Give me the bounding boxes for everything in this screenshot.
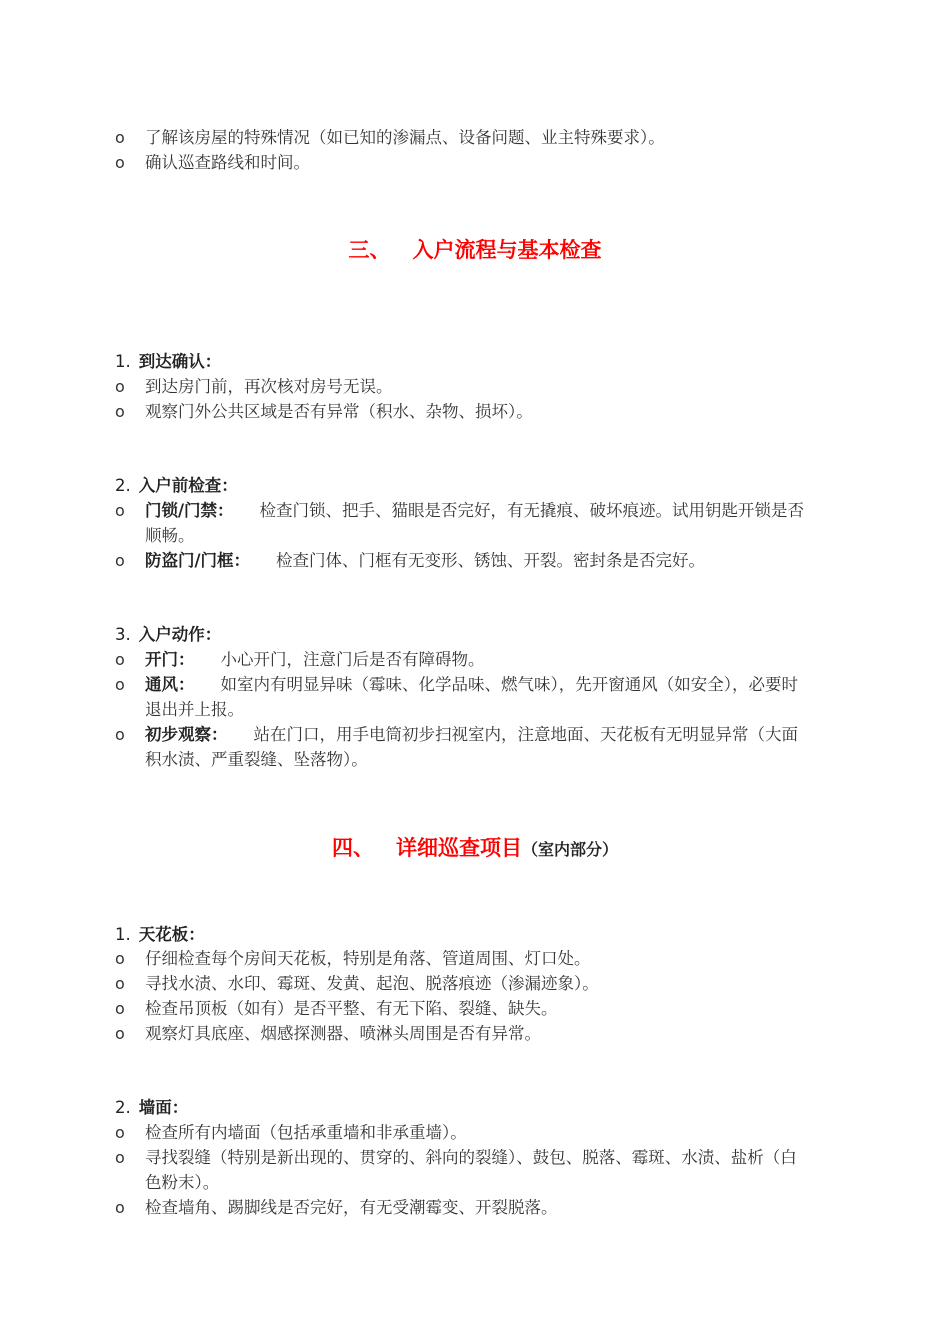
- list-item: 观察门外公共区域是否有异常（积水、杂物、损坏）。: [145, 402, 533, 421]
- subsection-title: 入户前检查：: [138, 476, 238, 495]
- bullet: o: [115, 675, 125, 694]
- item-label: 门锁/门禁：: [145, 501, 234, 520]
- item-text: 检查门锁、把手、猫眼是否完好，有无撬痕、破坏痕迹。试用钥匙开锁是否顺畅。: [145, 501, 805, 545]
- bullet: o: [115, 128, 125, 147]
- list-item: [145, 647, 810, 672]
- bullet: o: [115, 402, 125, 421]
- bullet: o: [115, 377, 125, 396]
- subsection-heading: [115, 1095, 188, 1120]
- bullet: o: [115, 999, 125, 1018]
- item-text: 检查门体、门框有无变形、锈蚀、开裂。密封条是否完好。: [276, 551, 706, 570]
- subsection-number: 2.: [115, 476, 131, 495]
- section-title: 详细巡查项目: [395, 836, 522, 860]
- subsection-heading: [115, 922, 205, 947]
- list-item: [145, 548, 810, 573]
- section-number: 三、: [348, 238, 391, 262]
- list-item: 寻找水渍、水印、霉斑、发黄、起泡、脱落痕迹（渗漏迹象）。: [145, 974, 599, 993]
- list-item: [145, 722, 810, 772]
- item-label: 初步观察：: [145, 725, 228, 744]
- subsection-heading: [115, 473, 238, 498]
- section-note: （室内部分）: [521, 840, 618, 859]
- bullet: o: [115, 949, 125, 968]
- list-item: 仔细检查每个房间天花板，特别是角落、管道周围、灯口处。: [145, 949, 591, 968]
- subsection-title: 天花板：: [138, 925, 205, 944]
- subsection-number: 3.: [115, 625, 131, 644]
- item-text: 如室内有明显异味（霉味、化学品味、燃气味），先开窗通风（如安全），必要时退出并上报。: [145, 675, 798, 719]
- list-item: 观察灯具底座、烟感探测器、喷淋头周围是否有异常。: [145, 1024, 541, 1043]
- subsection-heading: [115, 349, 221, 374]
- section-title: 入户流程与基本检查: [412, 238, 602, 262]
- list-item: 检查所有内墙面（包括承重墙和非承重墙）。: [145, 1123, 467, 1142]
- section-heading-4: [0, 833, 950, 865]
- item-label: 通风：: [145, 675, 195, 694]
- bullet: o: [115, 1024, 125, 1043]
- bullet: o: [115, 551, 125, 570]
- list-item: [145, 498, 810, 548]
- list-item: [145, 672, 810, 722]
- subsection-number: 1.: [115, 352, 131, 371]
- list-item: 检查吊顶板（如有）是否平整、有无下陷、裂缝、缺失。: [145, 999, 558, 1018]
- bullet: o: [115, 1123, 125, 1142]
- bullet: o: [115, 501, 125, 520]
- list-item: 确认巡查路线和时间。: [145, 153, 310, 172]
- bullet: o: [115, 1198, 125, 1217]
- list-item: 寻找裂缝（特别是新出现的、贯穿的、斜向的裂缝）、鼓包、脱落、霉斑、水渍、盐析（白色粉末）。: [145, 1148, 797, 1192]
- bullet: o: [115, 1148, 125, 1167]
- bullet: o: [115, 153, 125, 172]
- list-item: 检查墙角、踢脚线是否完好，有无受潮霉变、开裂脱落。: [145, 1198, 558, 1217]
- item-text: 站在门口，用手电筒初步扫视室内，注意地面、天花板有无明显异常（大面积水渍、严重裂缝、坠落物）。: [145, 725, 798, 769]
- bullet: o: [115, 974, 125, 993]
- item-text: 小心开门，注意门后是否有障碍物。: [220, 650, 485, 669]
- subsection-heading: [115, 622, 221, 647]
- section-heading-3: [0, 235, 950, 265]
- list-item: 到达房门前，再次核对房号无误。: [145, 377, 393, 396]
- bullet: o: [115, 650, 125, 669]
- subsection-title: 墙面：: [138, 1098, 189, 1117]
- bullet: o: [115, 725, 125, 744]
- list-item: 了解该房屋的特殊情况（如已知的渗漏点、设备问题、业主特殊要求）。: [145, 128, 665, 147]
- section-number: 四、: [331, 836, 374, 860]
- item-label: 开门：: [145, 650, 195, 669]
- subsection-number: 1.: [115, 925, 131, 944]
- subsection-number: 2.: [115, 1098, 131, 1117]
- subsection-title: 入户动作：: [138, 625, 222, 644]
- item-label: 防盗门/门框：: [145, 551, 251, 570]
- subsection-title: 到达确认：: [138, 352, 222, 371]
